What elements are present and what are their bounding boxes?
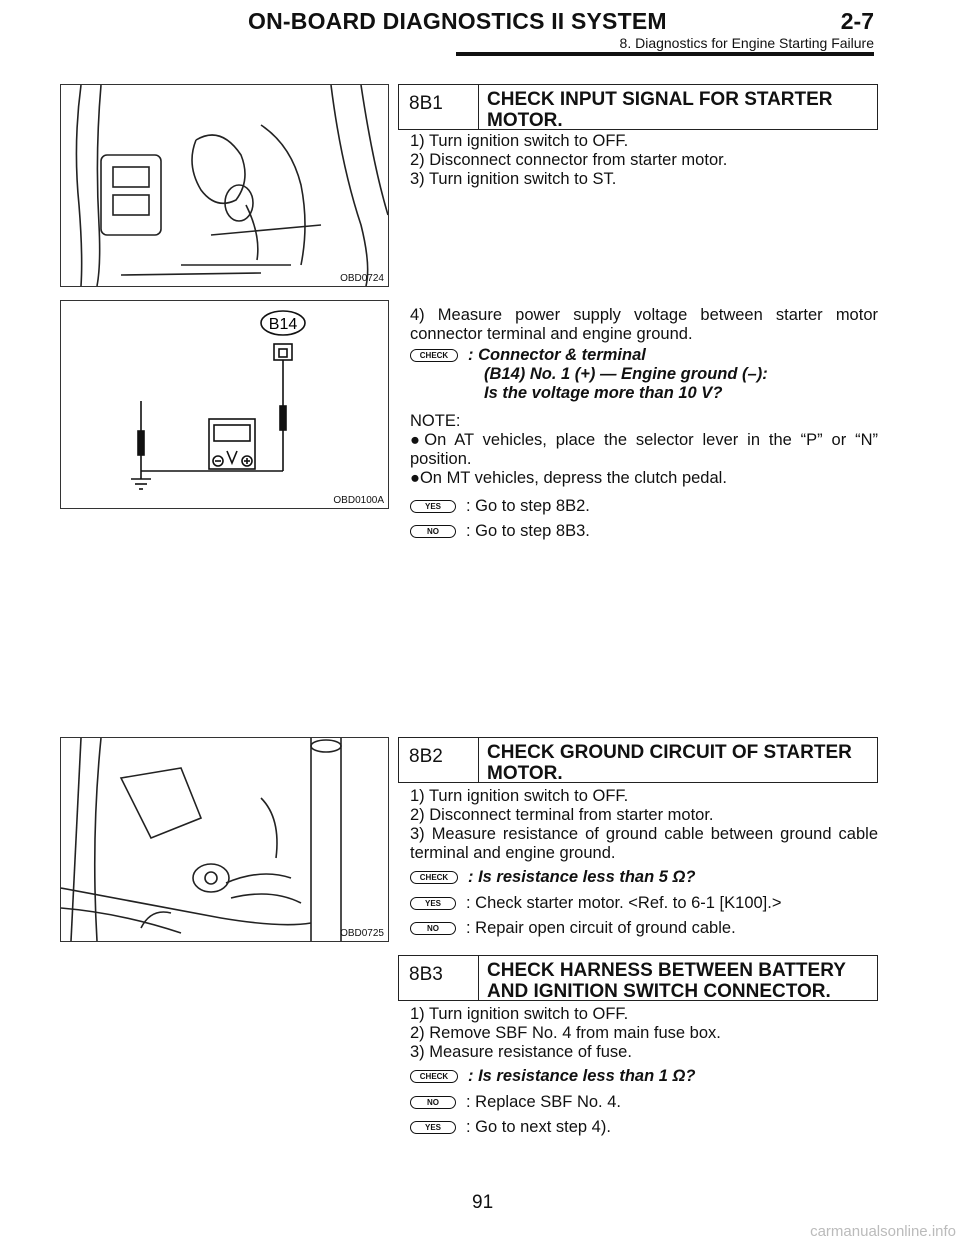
step-8b2-instructions [410, 787, 714, 825]
no-row-8b2: NO : Repair open circuit of ground cable. [410, 919, 736, 938]
check-icon: CHECK [410, 349, 458, 362]
yes-icon: YES [410, 1121, 456, 1134]
check-row-8b2: CHECK : Is resistance less than 5 Ω? [410, 868, 695, 887]
no-row-8b3: NO : Replace SBF No. 4. [410, 1093, 621, 1112]
yes-row-8b2: YES : Check starter motor. <Ref. to 6-1 [K100].> [410, 894, 781, 913]
step-number: 8B1 [399, 85, 479, 129]
figure-ground-cable-photo [60, 737, 389, 942]
yes-icon: YES [410, 500, 456, 513]
note-label: NOTE: [410, 412, 461, 430]
yes-row-8b1: YES : Go to step 8B2. [410, 497, 590, 516]
bullet-icon: ● [410, 431, 425, 449]
step-number: 8B3 [399, 956, 479, 1000]
yes-icon: YES [410, 897, 456, 910]
no-row-8b1: NO : Go to step 8B3. [410, 522, 590, 541]
instruction-line: 2) Remove SBF No. 4 from main fuse box. [410, 1024, 721, 1042]
step-ref-link[interactable]: 8B2 [555, 497, 586, 515]
step-title: CHECK HARNESS BETWEEN BATTERY AND IGNITION SWITCH CONNECTOR. [487, 960, 846, 1002]
page-header-subtitle: 8. Diagnostics for Engine Starting Failure [619, 35, 874, 51]
figure-voltage-measurement-diagram [60, 300, 389, 509]
figure-label: OBD0725 [340, 928, 384, 939]
instruction-line: 1) Turn ignition switch to OFF. [410, 1005, 629, 1023]
figure-label: OBD0100A [333, 495, 384, 506]
page-number: 91 [472, 1192, 494, 1213]
step-ref-link[interactable]: 8B3 [555, 522, 586, 540]
connector-label: B14 [268, 316, 298, 333]
check-question-line: : Connector & terminal [468, 346, 646, 364]
instruction-line: 2) Disconnect connector from starter motor. [410, 151, 728, 169]
circuit-diagram [61, 301, 388, 508]
header-rule [456, 52, 874, 56]
step-title: CHECK INPUT SIGNAL FOR STARTER MOTOR. [487, 89, 833, 131]
instruction-line: 3) Turn ignition switch to ST. [410, 170, 617, 188]
check-row-8b3: CHECK : Is resistance less than 1 Ω? [410, 1067, 695, 1086]
no-icon: NO [410, 1096, 456, 1109]
note-item-1: ●On AT vehicles, place the selector lever in the “P” or “N” position. [410, 431, 878, 468]
bullet-icon: ● [410, 469, 420, 487]
figure-label: OBD0724 [340, 273, 384, 284]
ground-cable-illustration [61, 738, 388, 941]
instruction-line-4: 4) Measure power supply voltage between starter motor connector terminal and engine ground. [410, 306, 878, 343]
section-number: 2-7 [840, 8, 874, 34]
no-icon: NO [410, 525, 456, 538]
instruction-line: 1) Turn ignition switch to OFF. [410, 132, 629, 150]
instruction-line: 2) Disconnect terminal from starter motor. [410, 806, 714, 824]
step-number: 8B2 [399, 738, 479, 782]
figure-starter-connector-photo [60, 84, 389, 287]
check-icon: CHECK [410, 1070, 458, 1083]
step-8b3-instructions [410, 1005, 721, 1062]
note-item-2: ●On MT vehicles, depress the clutch pedal. [410, 469, 727, 487]
check-icon: CHECK [410, 871, 458, 884]
step-8b1-instructions [410, 132, 727, 189]
check-question-line: (B14) No. 1 (+) — Engine ground (–): [484, 365, 768, 383]
step-title: CHECK GROUND CIRCUIT OF STARTER MOTOR. [487, 742, 852, 784]
step-box-8b2 [398, 737, 878, 783]
check-row-8b1 [410, 346, 768, 403]
no-icon: NO [410, 922, 456, 935]
instruction-line-3: 3) Measure resistance of ground cable between ground cable terminal and engine ground. [410, 825, 878, 862]
instruction-line: 3) Measure resistance of fuse. [410, 1043, 632, 1061]
step-box-8b1 [398, 84, 878, 130]
watermark: carmanualsonline.info [810, 1223, 956, 1240]
yes-row-8b3: YES : Go to next step 4). [410, 1118, 611, 1137]
page-header-title: ON-BOARD DIAGNOSTICS II SYSTEM [248, 8, 667, 34]
check-question-line: Is the voltage more than 10 V? [484, 384, 723, 402]
step-box-8b3 [398, 955, 878, 1001]
instruction-line: 1) Turn ignition switch to OFF. [410, 787, 629, 805]
starter-motor-illustration [61, 85, 388, 286]
